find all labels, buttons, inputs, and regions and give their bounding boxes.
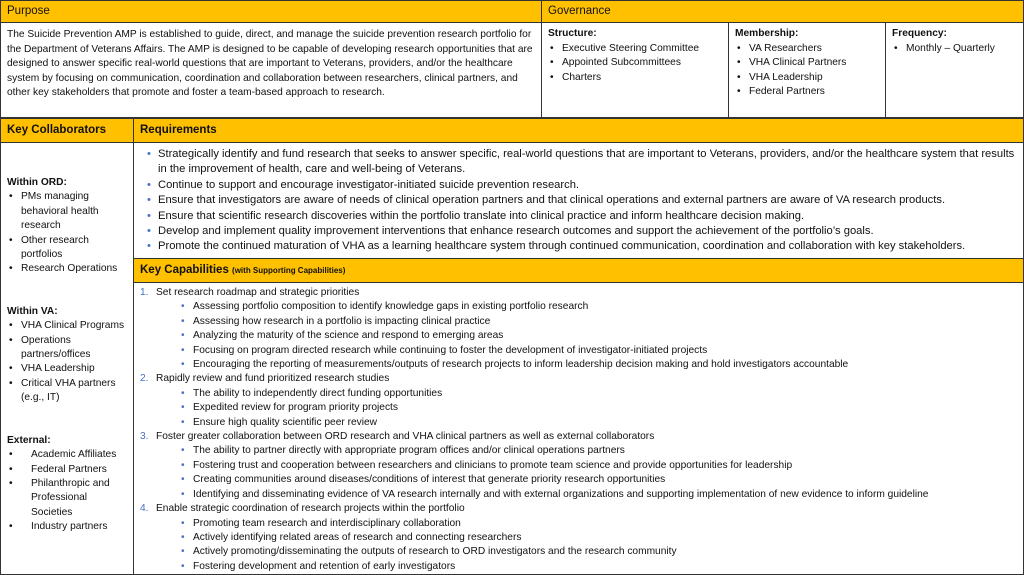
requirements-header: Requirements	[133, 118, 1024, 143]
capability-sub-item: • Focusing on program directed research while continuing to foster the development of investigator-initiated projects	[193, 344, 1017, 358]
structure-list	[548, 42, 722, 86]
capabilities-subtitle: (with Supporting Capabilities)	[232, 266, 346, 275]
capability-sub-item: • Fostering development and retention of early investigators	[193, 560, 1017, 574]
capability-title: Enable strategic coordination of research projects within the portfolio	[156, 503, 465, 515]
capability-sub-item: • Identifying and disseminating evidence of VA research internally and with external organizations and supporting implementation of new evidence to inform guideline	[193, 488, 1017, 502]
capability-title: Set research roadmap and strategic priorities	[156, 287, 360, 298]
requirement-item: • Continue to support and encourage investigator-initiated suicide prevention research.	[158, 178, 1017, 193]
collaborator-section	[7, 176, 127, 277]
purpose-header: Purpose	[0, 0, 542, 23]
governance-header: Governance	[541, 0, 1024, 23]
capability-sub-list	[140, 444, 1017, 502]
collaborator-section-title: External:	[7, 434, 51, 446]
capability-sub-item: • The ability to independently direct funding opportunities	[193, 387, 1017, 401]
capability-title: Rapidly review and fund prioritized research studies	[156, 373, 390, 385]
membership-item: • VA Researchers	[749, 42, 879, 57]
requirements-list	[144, 147, 1017, 255]
capability-number: 2.	[140, 373, 149, 385]
capability-item	[140, 430, 1017, 444]
governance-structure	[541, 22, 729, 118]
capability-item	[140, 372, 1017, 386]
key-collaborators-header: Key Collaborators	[0, 118, 134, 143]
structure-item: • Appointed Subcommittees	[562, 56, 722, 71]
collaborator-item: • Federal Partners	[31, 463, 127, 477]
collaborator-item: • PMs managing behavioral health research	[21, 190, 127, 233]
frequency-item: • Monthly – Quarterly	[906, 42, 1017, 57]
membership-item: • VHA Clinical Partners	[749, 56, 879, 71]
capability-sub-item: • Ensure high quality scientific peer review	[193, 416, 1017, 430]
capability-item	[140, 502, 1017, 516]
key-collaborators-sections	[7, 176, 127, 535]
capability-sub-list	[140, 387, 1017, 430]
membership-title: Membership:	[735, 28, 799, 39]
collaborator-section-title: Within ORD:	[7, 177, 67, 188]
structure-item: • Executive Steering Committee	[562, 42, 722, 57]
collaborator-section	[7, 434, 127, 535]
capability-number: 3.	[140, 431, 149, 443]
requirement-item: • Ensure that investigators are aware of needs of clinical operation partners and that clinical operations and external partners are aware of VA research products.	[158, 193, 1017, 208]
capability-sub-item: • Expedited review for program priority projects	[193, 401, 1017, 415]
collaborator-item: • VHA Leadership	[21, 362, 127, 376]
capabilities-list	[140, 286, 1017, 574]
capability-number: 1.	[140, 287, 149, 298]
capability-sub-item: • Encouraging the reporting of measurements/outputs of research projects to inform leadership decision making and hold investigators accountable	[193, 358, 1017, 372]
capability-sub-list	[140, 517, 1017, 575]
capability-sub-item: • Actively promoting/disseminating the outputs of research to ORD investigators and the research community	[193, 545, 1017, 559]
key-collaborators-panel	[0, 142, 134, 575]
requirement-item: • Ensure that scientific research discoveries within the portfolio translate into clinical practice and inform healthcare decision making.	[158, 209, 1017, 224]
collaborator-list	[7, 190, 127, 276]
governance-frequency	[885, 22, 1024, 118]
purpose-text: The Suicide Prevention AMP is established to guide, direct, and manage the suicide prevention research portfolio for the Department of Veterans Affairs. The AMP is designed to be capable of developing research opportunities that are designed to answer specific real-world questions that are important to Veterans, providers, and/or the healthcare system by focusing on communication, coordination and collaboration between researchers, clinical partners, and other key stakeholders that promote and foster a team-based approach to research.	[0, 22, 542, 118]
capability-sub-item: • Promoting team research and interdisciplinary collaboration	[193, 517, 1017, 531]
structure-item: • Charters	[562, 71, 722, 86]
collaborator-item: • VHA Clinical Programs	[21, 319, 127, 333]
collaborator-section	[7, 305, 127, 406]
capabilities-header	[133, 258, 1024, 283]
membership-item: • Federal Partners	[749, 85, 879, 100]
requirements-panel	[133, 142, 1024, 259]
capability-sub-item: • Fostering trust and cooperation between researchers and clinicians to promote team science and provide opportunities for leadership	[193, 459, 1017, 473]
capability-item	[140, 286, 1017, 300]
capability-sub-item: • Actively identifying related areas of research and connecting researchers	[193, 531, 1017, 545]
membership-item: • VHA Leadership	[749, 71, 879, 86]
collaborator-section-title: Within VA:	[7, 305, 58, 317]
capability-sub-item: • Assessing portfolio composition to identify knowledge gaps in existing portfolio research	[193, 300, 1017, 314]
collaborator-item: • Research Operations	[21, 262, 127, 276]
structure-title: Structure:	[548, 28, 597, 39]
capability-number: 4.	[140, 503, 149, 515]
requirement-item: • Strategically identify and fund research that seeks to answer specific, real-world questions that are important to Veterans, providers, and/or the healthcare system that results in the improvement of health, care and well-being of Veterans.	[158, 147, 1017, 178]
governance-membership	[728, 22, 886, 118]
capability-title: Foster greater collaboration between ORD research and VHA clinical partners as well as external collaborators	[156, 431, 655, 443]
collaborator-list	[7, 319, 127, 405]
collaborator-item: • Critical VHA partners (e.g., IT)	[21, 377, 127, 406]
capability-sub-item: • Analyzing the maturity of the science and respond to emerging areas	[193, 329, 1017, 343]
capability-sub-list	[140, 300, 1017, 372]
collaborator-list	[7, 448, 127, 534]
collaborator-item: • Industry partners	[31, 520, 127, 534]
capabilities-panel	[133, 282, 1024, 575]
capability-sub-item: • The ability to partner directly with appropriate program offices and/or clinical operations partners	[193, 444, 1017, 458]
frequency-title: Frequency:	[892, 28, 947, 39]
collaborator-item: • Academic Affiliates	[31, 448, 127, 462]
requirement-item: • Promote the continued maturation of VHA as a learning healthcare system through continued communication, coordination and collaboration with key stakeholders.	[158, 239, 1017, 254]
capability-sub-item: • Assessing how research in a portfolio is impacting clinical practice	[193, 315, 1017, 329]
collaborator-item: • Philanthropic and Professional Societies	[31, 477, 127, 520]
requirement-item: • Develop and implement quality improvement interventions that enhance research outcomes and support the achievement of the portfolio’s goals.	[158, 224, 1017, 239]
membership-list	[735, 42, 879, 100]
capabilities-title: Key Capabilities	[140, 264, 229, 276]
collaborator-item: • Other research portfolios	[21, 234, 127, 263]
frequency-list	[892, 42, 1017, 57]
collaborator-item: • Operations partners/offices	[21, 334, 127, 363]
capability-sub-item: • Creating communities around diseases/conditions of interest that generate priority research opportunities	[193, 473, 1017, 487]
